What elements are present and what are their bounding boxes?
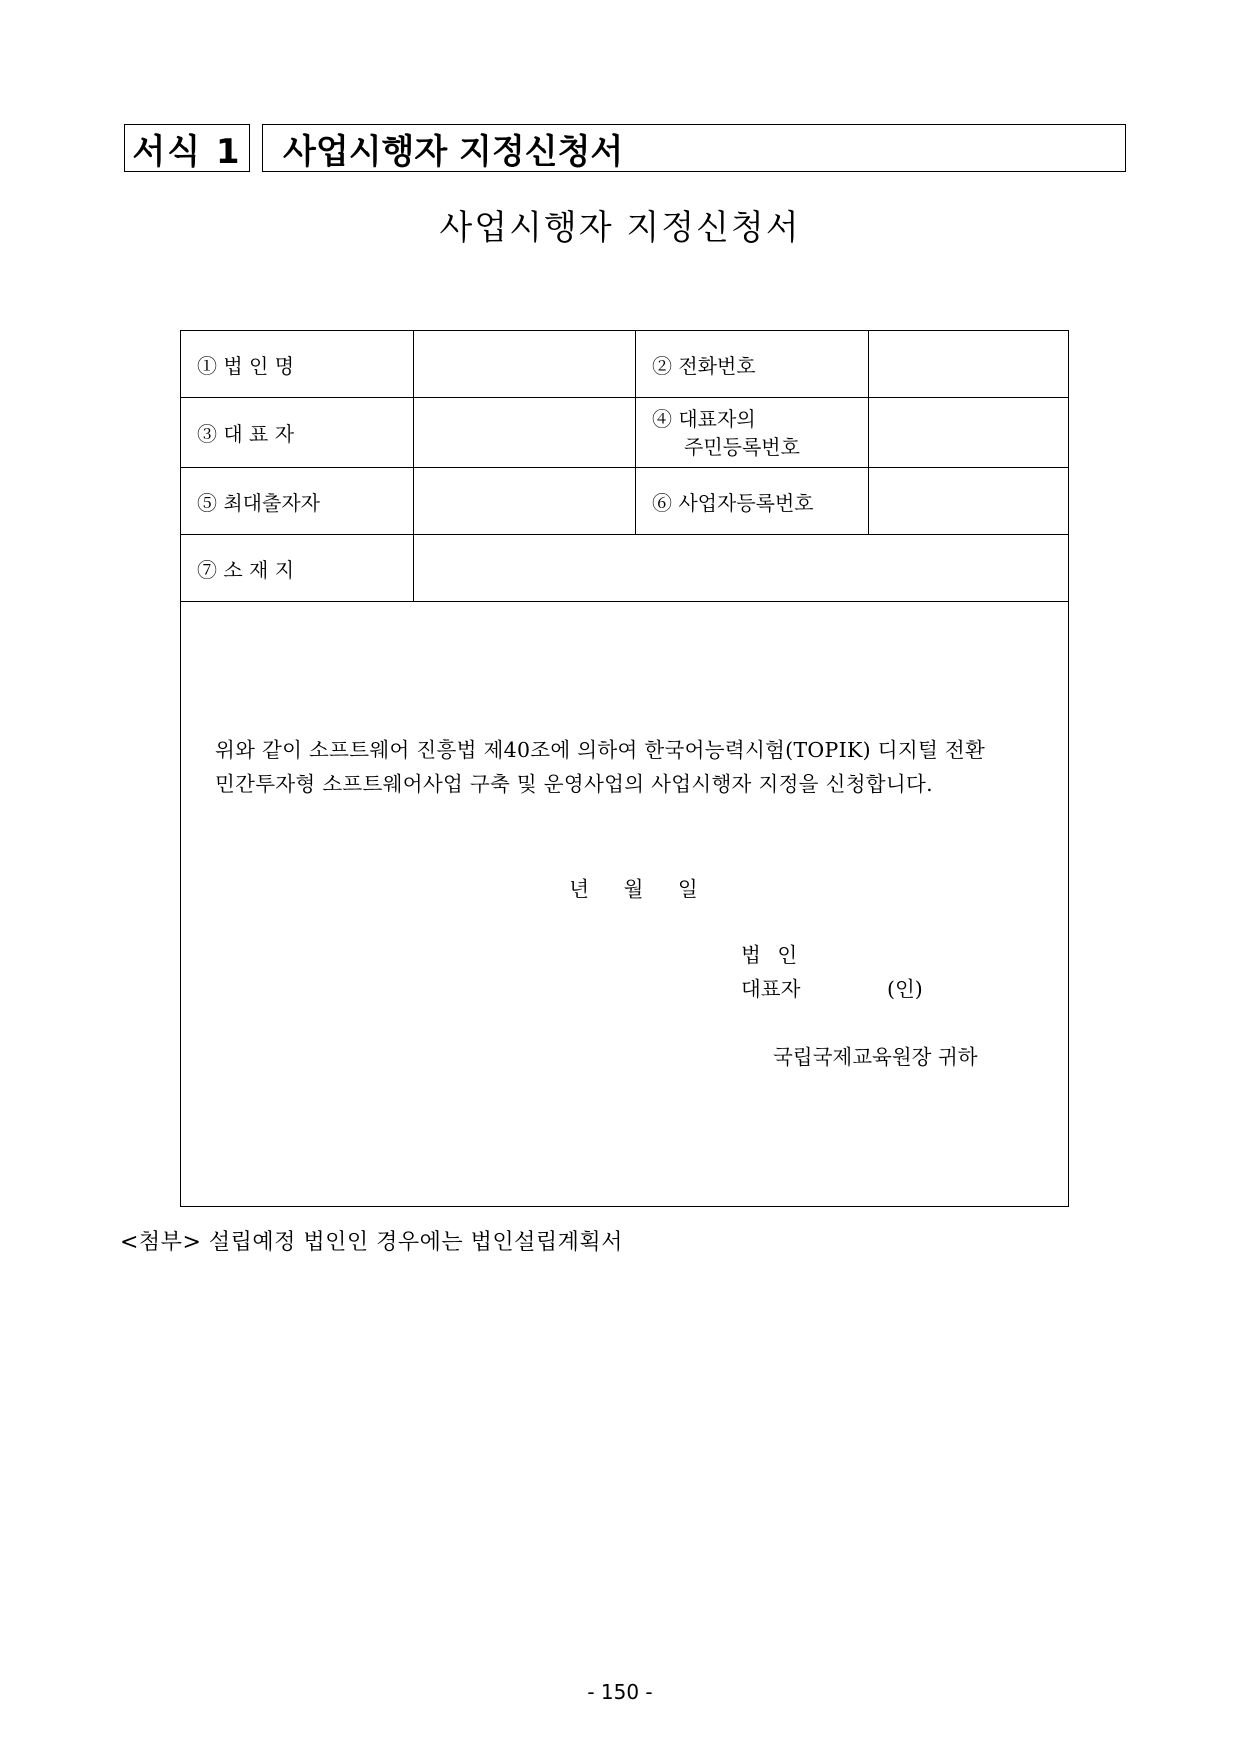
signature-block <box>741 938 923 1006</box>
largest-investor-label: ⑤ 최대출자자 <box>181 468 414 535</box>
location-label: ⑦ 소 재 지 <box>181 535 414 602</box>
corp-name-label: ① 법 인 명 <box>181 331 414 398</box>
rep-id-field[interactable] <box>869 398 1069 468</box>
rep-id-label-line1: ④ 대표자의 <box>652 406 756 431</box>
table-row <box>181 398 1069 468</box>
rep-id-label-line2: 주민등록번호 <box>684 434 800 459</box>
table-row <box>181 468 1069 535</box>
page-number: - 150 - <box>587 1680 653 1704</box>
business-reg-label: ⑥ 사업자등록번호 <box>636 468 869 535</box>
rep-id-label <box>636 398 869 468</box>
document-title: 사업시행자 지정신청서 <box>439 208 801 248</box>
statement-line-1: 위와 같이 소프트웨어 진흥법 제40조에 의하여 한국어능력시험(TOPIK) 디지털 전환 <box>215 738 986 762</box>
business-reg-field[interactable] <box>869 468 1069 535</box>
table-row <box>181 602 1069 1207</box>
rep-sign-label: 대표자 <box>741 977 801 1001</box>
phone-label: ② 전화번호 <box>636 331 869 398</box>
addressee: 국립국제교육원장 귀하 <box>773 1045 978 1069</box>
form-title-box: 사업시행자 지정신청서 <box>262 124 1126 172</box>
application-form-table <box>180 330 1069 1207</box>
location-field[interactable] <box>414 535 1069 602</box>
form-number-box: 서식 1 <box>124 124 250 172</box>
corp-name-field[interactable] <box>414 331 636 398</box>
seal-mark: (인) <box>887 977 923 1001</box>
phone-field[interactable] <box>869 331 1069 398</box>
date-line: 년 월 일 <box>569 877 698 901</box>
table-row <box>181 331 1069 398</box>
statement-line-2: 민간투자형 소프트웨어사업 구축 및 운영사업의 사업시행자 지정을 신청합니다. <box>215 772 933 796</box>
attachment-note: <첨부> 설립예정 법인인 경우에는 법인설립계획서 <box>120 1230 623 1255</box>
largest-investor-field[interactable] <box>414 468 636 535</box>
statement-cell <box>181 602 1069 1207</box>
representative-field[interactable] <box>414 398 636 468</box>
table-row <box>181 535 1069 602</box>
statement-text <box>215 733 1058 801</box>
representative-label: ③ 대 표 자 <box>181 398 414 468</box>
corp-sign-label: 법 인 <box>741 943 798 967</box>
